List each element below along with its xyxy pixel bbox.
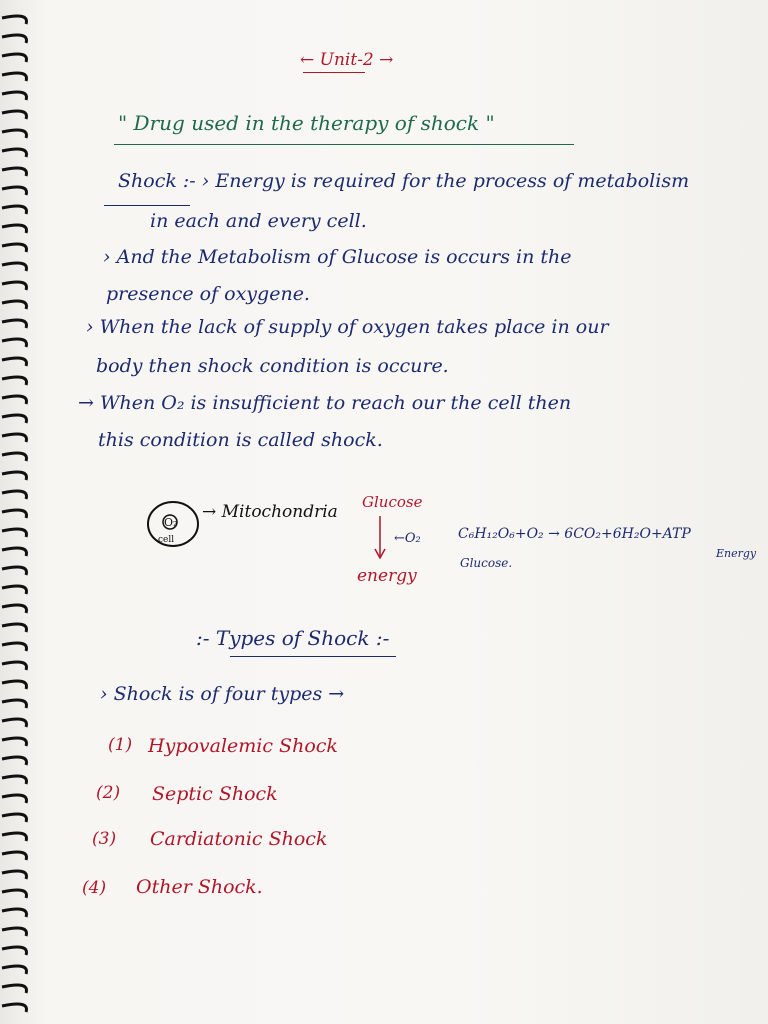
spiral-ring [2,244,27,252]
spiral-ring [2,529,27,537]
shock-underline [104,205,190,206]
note-line-5: › When the lack of supply of oxygen takes place in our [86,316,609,338]
spiral-ring [2,377,27,385]
spiral-ring [2,966,27,974]
spiral-ring [2,434,27,442]
shock-label: Shock :- [118,170,196,192]
note-line-2: in each and every cell. [150,210,367,232]
cell-diagram [146,500,204,550]
page-title: " Drug used in the therapy of shock " [118,111,495,135]
type-3-label: Cardiatonic Shock [150,828,328,850]
spiral-ring [2,776,27,784]
spiral-ring [2,871,27,879]
spiral-ring [2,16,27,24]
glucose-label: Glucose [362,493,423,511]
types-heading: :- Types of Shock :- [196,626,390,650]
o2-arrow-label: ←O₂ [394,531,421,546]
spiral-binding [0,0,40,1024]
spiral-ring [2,510,27,518]
spiral-ring [2,263,27,271]
spiral-ring [2,282,27,290]
spiral-ring [2,35,27,43]
spiral-ring [2,548,27,556]
spiral-ring [2,624,27,632]
spiral-ring [2,396,27,404]
title-underline [114,144,574,145]
spiral-ring [2,301,27,309]
spiral-ring [2,491,27,499]
spiral-ring [2,681,27,689]
spiral-ring [2,339,27,347]
spiral-ring [2,1004,27,1012]
spiral-ring [2,415,27,423]
spiral-ring [2,719,27,727]
spiral-ring [2,73,27,81]
type-4-label: Other Shock. [136,876,263,898]
energy-label: energy [357,566,417,586]
note-line-3: › And the Metabolism of Glucose is occurs in the [103,246,572,268]
equation-glucose-note: Glucose. [460,556,513,570]
spiral-ring [2,187,27,195]
note-line-7: → When O₂ is insufficient to reach our the cell then [78,392,572,414]
type-2-label: Septic Shock [152,783,278,805]
spiral-ring [2,130,27,138]
spiral-ring [2,757,27,765]
spiral-ring [2,54,27,62]
spiral-ring [2,928,27,936]
spiral-ring [2,586,27,594]
spiral-ring [2,92,27,100]
spiral-ring [2,985,27,993]
note-line-1-text: › Energy is required for the process of metabolism [201,170,690,192]
spiral-ring [2,472,27,480]
mitochondria-label: → Mitochondria [202,502,338,522]
types-underline [230,656,396,657]
spiral-ring [2,453,27,461]
type-1-label: Hypovalemic Shock [148,735,338,757]
type-1-number: (1) [108,735,133,755]
note-line-6: body then shock condition is occure. [96,355,449,377]
spiral-ring [2,111,27,119]
spiral-ring [2,738,27,746]
spiral-ring [2,643,27,651]
note-line-4: presence of oxygene. [106,283,310,305]
type-4-number: (4) [82,878,107,898]
spiral-ring [2,890,27,898]
spiral-ring [2,149,27,157]
note-line-8: this condition is called shock. [98,429,383,451]
spiral-ring [2,833,27,841]
spiral-ring [2,168,27,176]
spiral-ring [2,814,27,822]
spiral-ring [2,947,27,955]
unit-underline [303,72,365,73]
unit-heading: ← Unit-2 → [300,50,394,70]
spiral-ring [2,852,27,860]
spiral-ring [2,605,27,613]
spiral-ring [2,662,27,670]
type-3-number: (3) [92,829,117,849]
down-arrow [374,516,386,562]
types-intro: › Shock is of four types → [100,683,345,705]
cell-caption: cell [158,535,175,545]
cell-o2-text: O₂ [164,516,178,529]
spiral-ring [2,320,27,328]
spiral-ring [2,358,27,366]
spiral-ring [2,567,27,575]
equation-energy-note: Energy [716,547,757,560]
spiral-ring [2,206,27,214]
spiral-ring [2,225,27,233]
note-line-1 [118,170,689,192]
respiration-equation: C₆H₁₂O₆+O₂ → 6CO₂+6H₂O+ATP [458,526,691,542]
spiral-ring [2,795,27,803]
type-2-number: (2) [96,783,121,803]
spiral-ring [2,909,27,917]
spiral-ring [2,700,27,708]
